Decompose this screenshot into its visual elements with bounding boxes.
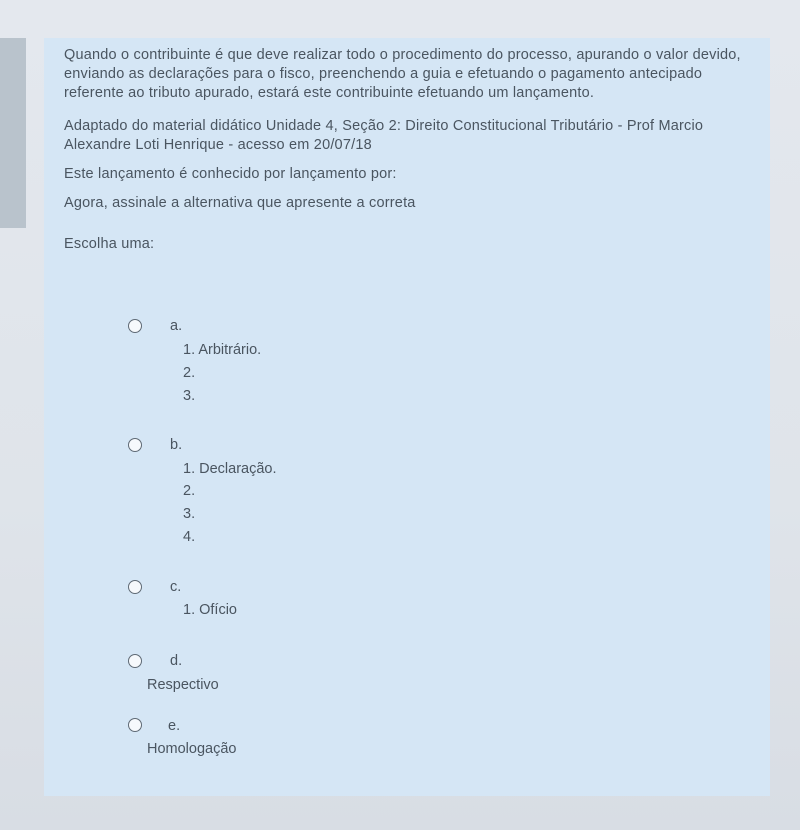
option-e-letter: e. bbox=[168, 718, 181, 734]
side-tab bbox=[0, 38, 26, 228]
option-a-line-2: 2. bbox=[183, 365, 196, 381]
option-b-line-3: 3. bbox=[183, 506, 196, 522]
option-c-letter: c. bbox=[170, 579, 182, 595]
option-b-line-4: 4. bbox=[183, 529, 196, 545]
option-b-radio[interactable] bbox=[128, 438, 142, 452]
choose-label: Escolha uma: bbox=[64, 236, 155, 252]
option-d-line-1: Respectivo bbox=[147, 677, 219, 693]
option-b-line-1: 1. Declaração. bbox=[183, 461, 277, 477]
option-b-line-2: 2. bbox=[183, 483, 196, 499]
option-b-letter: b. bbox=[170, 437, 183, 453]
question-text-block bbox=[64, 46, 754, 268]
option-a-radio[interactable] bbox=[128, 319, 142, 333]
option-c-line-1: 1. Ofício bbox=[183, 602, 237, 618]
option-d-letter: d. bbox=[170, 653, 183, 669]
option-a-line-3: 3. bbox=[183, 388, 196, 404]
question-paragraph: Quando o contribuinte é que deve realizar todo o procedimento do processo, apurando o valor devido, enviando as declarações para o fisco, preenchendo a guia e efetuando o pagamento antecipado referente ao tributo apurado, estará este contribuinte efetuando um lançamento. bbox=[64, 47, 741, 101]
question-source: Adaptado do material didático Unidade 4, Seção 2: Direito Constitucional Tributário - Prof Marcio Alexandre Loti Henrique - acesso em 20/07/18 bbox=[64, 118, 704, 153]
question-card bbox=[44, 38, 770, 796]
option-d-radio[interactable] bbox=[128, 654, 142, 668]
option-a-line-1: 1. Arbitrário. bbox=[183, 342, 262, 358]
option-c-radio[interactable] bbox=[128, 580, 142, 594]
question-prompt: Este lançamento é conhecido por lançamento por: bbox=[64, 166, 397, 182]
option-e-radio[interactable] bbox=[128, 718, 142, 732]
option-a-letter: a. bbox=[170, 318, 183, 334]
option-e-line-1: Homologação bbox=[147, 741, 237, 757]
question-instruction: Agora, assinale a alternativa que apresente a correta bbox=[64, 195, 416, 211]
